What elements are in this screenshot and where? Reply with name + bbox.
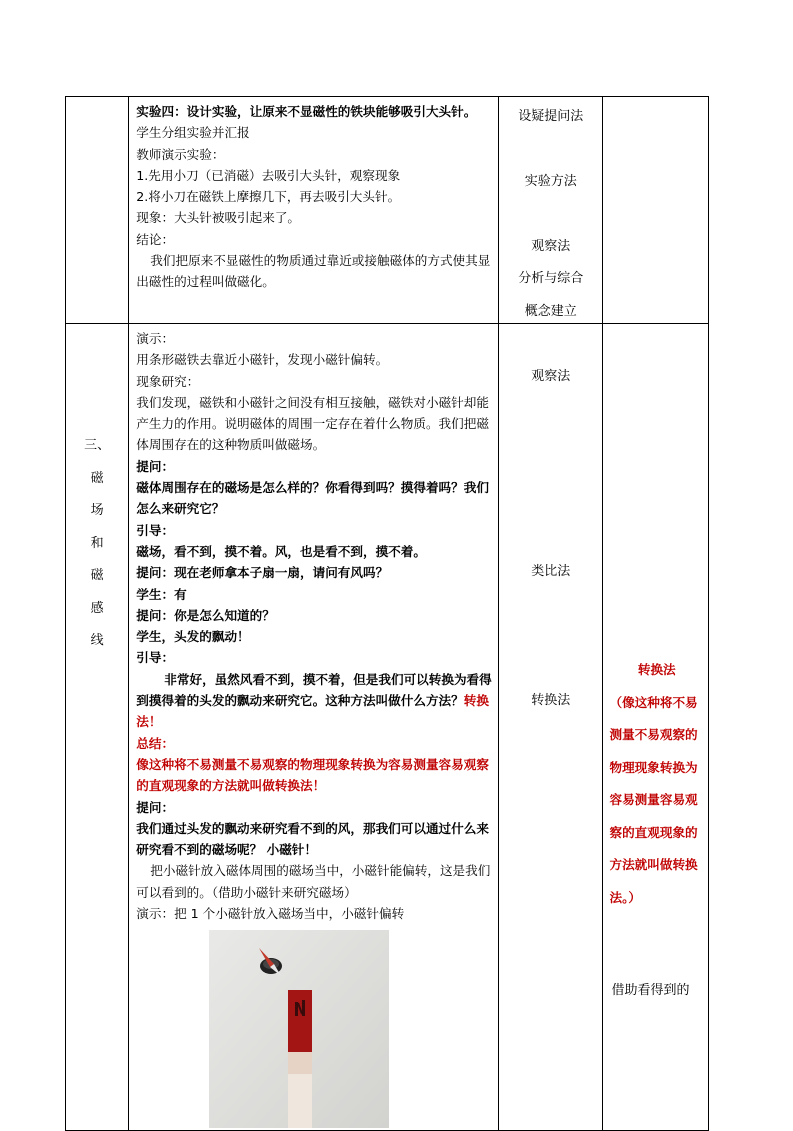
text-line: 现象研究： [136, 373, 200, 389]
method-label: 设疑提问法 [518, 109, 584, 124]
text-line: 结论： [136, 231, 175, 247]
section-char: 磁 [90, 568, 104, 583]
summary-text: 像这种将不易测量不易观察的物理现象转换为容易测量容易观察的直观现象的方法就叫做转换法！ [136, 756, 489, 794]
method-label: 转换法 [531, 693, 571, 708]
text-line: 我们通过头发的飘动来研究看不到的风，那我们可以通过什么来研究看不到的磁场呢？ 小磁针！ [136, 820, 489, 858]
table-row [66, 97, 709, 324]
content-cell [129, 324, 499, 1131]
text-line: 引导： [136, 650, 175, 666]
text-line: 提问： [136, 458, 175, 474]
text-line: 把小磁针放入磁体周围的磁场当中，小磁针能偏转，这是我们可以看到的。（借助小磁针来研究磁场） [136, 863, 491, 900]
text-line: 提问：你是怎么知道的？ [136, 607, 275, 623]
text-line: 磁体周围存在的磁场是怎么样的？你看得到吗？摸得着吗？我们怎么来研究它？ [136, 480, 489, 517]
section-cell-empty [66, 97, 129, 324]
text-line: 学生：有 [136, 586, 187, 602]
text-line: 教师演示实验： [136, 146, 225, 162]
method-label: 概念建立 [524, 304, 577, 319]
section-char: 线 [90, 633, 104, 648]
section-char: 磁 [90, 471, 104, 486]
note-cell [603, 324, 709, 1131]
text-line: 演示： [136, 331, 175, 346]
magnet-compass-photo [209, 930, 389, 1128]
method-label: 实验方法 [524, 174, 577, 189]
experiment-title: 实验四：设计实验，让原来不显磁性的铁块能够吸引大头针。 [136, 104, 477, 119]
text-line: 学生分组实验并汇报 [136, 125, 250, 141]
method-label: 分析与综合 [518, 271, 584, 286]
method-cell [499, 324, 603, 1131]
text-span: 非常好，虽然风看不到，摸不着，但是我们可以转换为看得到摸得着的头发的飘动来研究它。这种方法叫做什么方法？ [136, 671, 492, 709]
note-title: 转换法 [637, 662, 676, 677]
section-char: 场 [90, 503, 104, 518]
table-row [66, 324, 709, 1131]
note-body: （像这种将不易测量不易观察的物理现象转换为容易测量容易观察的直观现象的方法就叫做转换法。） [609, 694, 698, 905]
text-line: 1.先用小刀（已消磁）去吸引大头针，观察现象 [136, 167, 401, 183]
text-line: 提问：现在老师拿本子扇一扇，请问有风吗？ [136, 565, 389, 581]
section-char: 感 [90, 601, 104, 616]
lesson-plan-table [65, 96, 709, 1131]
section-char: 和 [90, 536, 104, 551]
method-label: 类比法 [531, 564, 571, 579]
note-after: 借助看得到的 [611, 983, 690, 998]
method-cell [499, 97, 603, 324]
text-line: 我们发现，磁铁和小磁针之间没有相互接触，磁铁对小磁针却能产生力的作用。说明磁体的周围一定存在着什么物质。我们把磁体周围存在的这种物质叫做磁场。 [136, 394, 489, 453]
text-line: 学生，头发的飘动！ [136, 629, 250, 645]
text-line: 引导： [136, 522, 175, 538]
method-label: 观察法 [531, 369, 571, 384]
text-line: 演示：把 1 个小磁针放入磁场当中，小磁针偏转 [136, 906, 405, 922]
method-label: 观察法 [531, 239, 571, 254]
text-line: 现象：大头针被吸引起来了。 [136, 210, 300, 226]
note-cell-empty [603, 97, 709, 324]
section-cell [66, 324, 129, 1131]
text-line: 用条形磁铁去靠近小磁针，发现小磁针偏转。 [136, 352, 389, 368]
section-char: 三、 [84, 438, 111, 453]
conclusion-text: 我们把原来不显磁性的物质通过靠近或接触磁体的方式使其显出磁性的过程叫做磁化。 [136, 253, 491, 290]
text-line: 磁场，看不到，摸不着。风，也是看不到，摸不着。 [136, 543, 426, 559]
text-line: 提问： [136, 799, 175, 815]
text-line: 2.将小刀在磁铁上摩擦几下，再去吸引大头针。 [136, 189, 401, 205]
content-cell [129, 97, 499, 324]
summary-label: 总结： [136, 735, 175, 751]
highlight-term: 转换法！ [136, 693, 489, 730]
text-paragraph [136, 669, 492, 733]
